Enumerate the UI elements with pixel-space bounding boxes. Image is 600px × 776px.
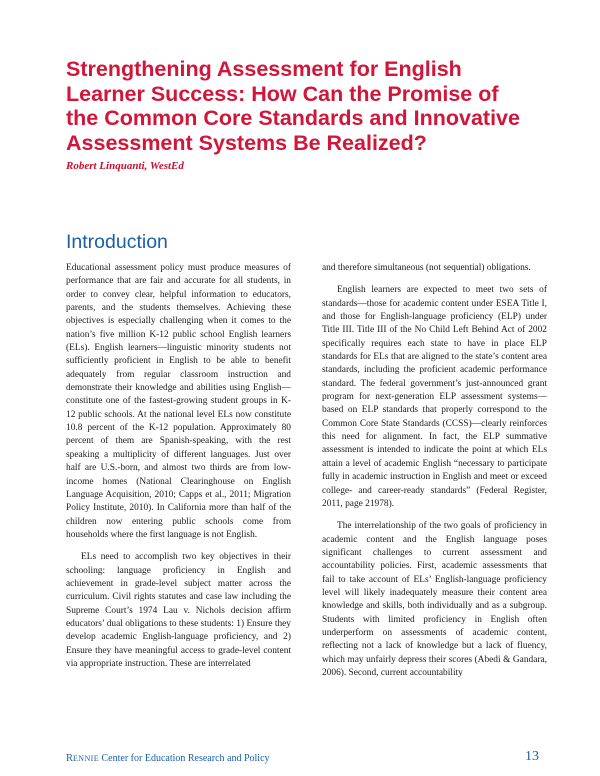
title-line: Assessment Systems Be Realized? bbox=[66, 130, 427, 155]
author-byline: Robert Linquanti, WestEd bbox=[66, 160, 184, 172]
title-line: the Common Core Standards and Innovative bbox=[66, 106, 520, 130]
right-column bbox=[322, 262, 547, 689]
title-line: Learner Success: How Can the Promise of bbox=[66, 81, 499, 106]
title-line: Strengthening Assessment for English bbox=[66, 57, 462, 81]
body-paragraph: The interrelationship of the two goals of proficiency in academic content and the English language poses significant challenges to current assessment and accountability policies. First, academic assessments that fail to take account of ELs’ English-language proficiency level will likely inadequately measure their content area knowledge and skills, both individually and as a subgroup. Students with limited proficiency in English often underperform on assessments of academic content, reflecting not a lack of knowledge but a lack of fluency, which may unfairly depress their scores (Abedi & Gandara, 2006). Second, current accountability bbox=[322, 521, 547, 678]
section-heading: Introduction bbox=[66, 231, 168, 253]
body-paragraph: Educational assessment policy must produce measures of performance that are fair and accurate for all students, in order to convey clear, helpful information to educators, parents, and the students themselves. Achieving these objectives is especially challenging when it comes to the nation’s five million K-12 public school English learners (ELs). English learners—linguistic minority students not sufficiently proficient in English to be able to benefit adequately from regular classroom instruction and demonstrate their knowledge and abilities using English—constitute one of the fastest-growing student groups in K-12 public schools. At the national level ELs now constitute 10.8 percent of the K-12 population. Approximately 80 percent of them are Spanish-speaking, with the rest speaking a multiplicity of different languages. Just over half are U.S.-born, and almost two thirds are from low-income homes (National Clearinghouse on English Language Acquisition, 2010; Capps et al., 2011; Migration Policy Institute, 2010). In California more than half of the children now entering public schools come from households where the first language is not English. bbox=[66, 263, 291, 540]
page-number: 13 bbox=[525, 749, 539, 764]
body-paragraph: English learners are expected to meet two sets of standards—those for academic content under ESEA Title I, and those for English-language proficiency (ELP) under Title III. Title III of the No Child Left Behind Act of 2002 specifically requires each state to have in place ELP standards for ELs that are aligned to the state’s content area standards, including the proficient academic performance standard. The federal government’s just-announced grant program for next-generation ELP assessment systems—based on ELP standards that properly correspond to the Common Core State Standards (CCSS)—clearly reinforces this need for alignment. In fact, the ELP summative assessment is intended to indicate the point at which ELs attain a level of academic English “necessary to participate fully in academic instruction in English and meet or exceed college- and career-ready standards” (Federal Register, 2011, page 21978). bbox=[322, 285, 547, 509]
body-paragraph: ELs need to accomplish two key objectives in their schooling: language proficiency in English and achievement in grade-level subject matter across the curriculum. Civil rights statutes and case law including the Supreme Court’s 1974 Lau v. Nichols decision affirm educators’ dual obligations to these students: 1) Ensure they develop academic English-language proficiency, and 2) Ensure they have meaningful access to grade-level content via appropriate instruction. These are interrelated bbox=[66, 552, 291, 669]
body-paragraph: and therefore simultaneous (not sequential) obligations. bbox=[322, 263, 531, 273]
footer-org-rest: Center for Education Research and Policy bbox=[99, 753, 270, 764]
footer-org-smallcaps: ENNIE bbox=[73, 754, 100, 763]
article-title bbox=[66, 57, 546, 155]
footer-org-initial: R bbox=[66, 753, 74, 764]
footer-organization bbox=[66, 753, 270, 764]
left-column bbox=[66, 262, 291, 680]
